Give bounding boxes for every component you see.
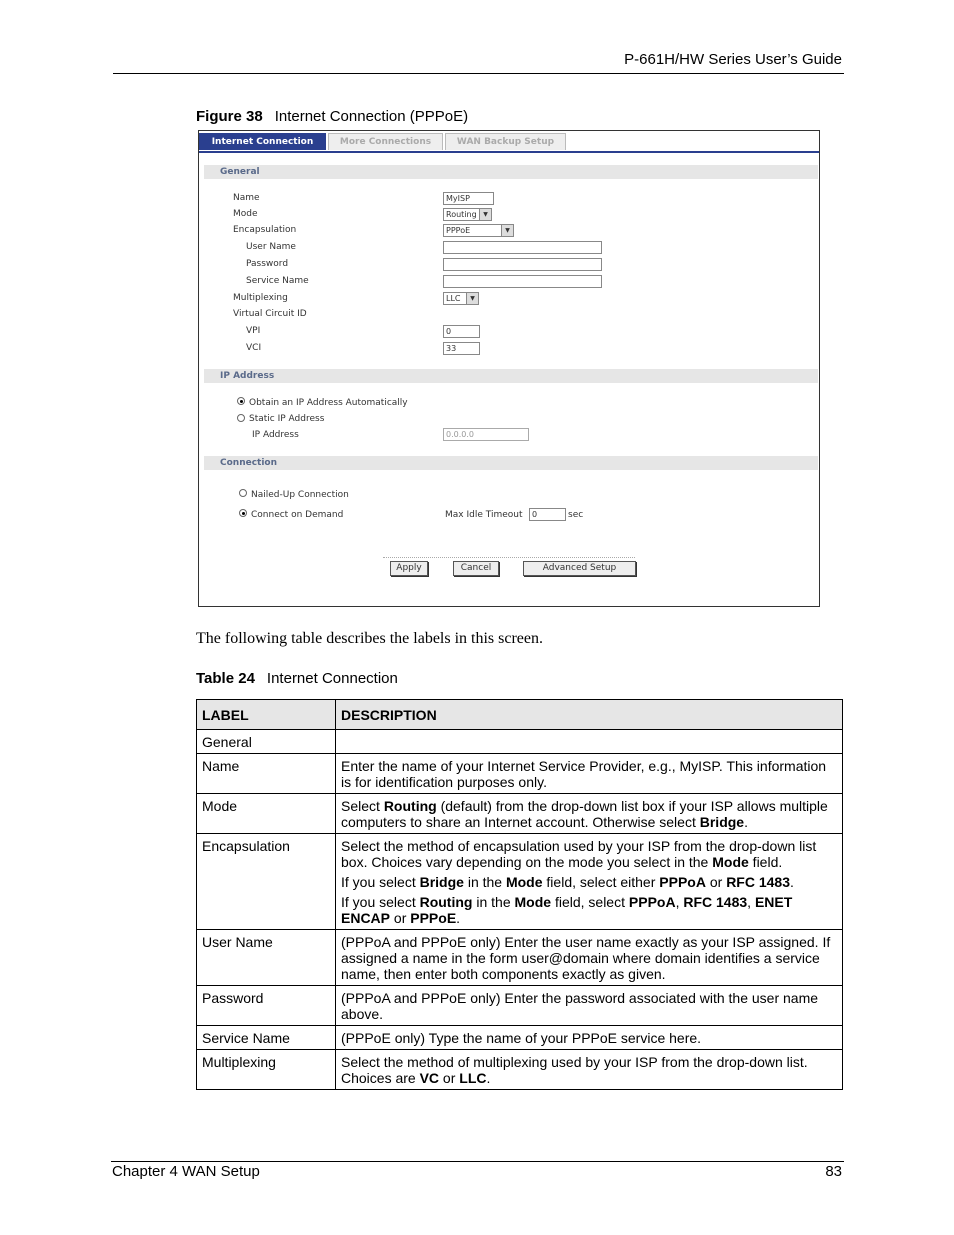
row-label: User Name (197, 930, 336, 986)
static-ip-radio[interactable] (237, 414, 245, 422)
figure-label: Figure 38 (196, 108, 263, 125)
encapsulation-value: PPPoE (446, 226, 471, 235)
multiplexing-select[interactable] (443, 292, 479, 305)
mode-value: Routing (446, 210, 477, 219)
page-number: 83 (825, 1163, 842, 1180)
password-input[interactable] (443, 258, 602, 271)
vpi-input[interactable]: 0 (443, 325, 480, 338)
multiplexing-label: Multiplexing (233, 293, 288, 303)
row-description (336, 754, 843, 794)
row-description (336, 794, 843, 834)
ip-address-label: IP Address (252, 430, 299, 440)
table-row (197, 1050, 843, 1090)
tab-more-connections[interactable]: More Connections (328, 133, 443, 150)
row-label: Name (197, 754, 336, 794)
column-header-description: DESCRIPTION (336, 700, 843, 730)
row-description (336, 1026, 843, 1050)
static-ip-label: Static IP Address (249, 414, 325, 424)
user-name-label: User Name (246, 242, 296, 252)
row-label: Service Name (197, 1026, 336, 1050)
screenshot-panel (198, 130, 820, 607)
user-name-input[interactable] (443, 241, 602, 254)
figure-caption (196, 108, 468, 125)
section-connection: Connection (204, 456, 818, 470)
service-name-label: Service Name (246, 276, 309, 286)
row-description (336, 730, 843, 754)
divider (383, 557, 635, 558)
service-name-input[interactable] (443, 275, 602, 288)
table-title: Internet Connection (266, 670, 398, 687)
figure-title: Internet Connection (PPPoE) (274, 108, 469, 125)
row-label: General (197, 730, 336, 754)
guide-title: P-661H/HW Series User’s Guide (624, 51, 842, 68)
connect-on-demand-label: Connect on Demand (251, 510, 344, 520)
row-label: Encapsulation (197, 834, 336, 930)
table-row (197, 930, 843, 986)
label-description-table (196, 699, 843, 1090)
mode-label: Mode (233, 209, 258, 219)
row-description (336, 986, 843, 1026)
table-row (197, 834, 843, 930)
cancel-button[interactable]: Cancel (453, 561, 499, 576)
description-paragraph: Select the method of encapsulation used by your ISP from the drop-down list box. Choices vary depending on the mode you select in the Mode field. (341, 838, 817, 870)
tab-internet-connection[interactable]: Internet Connection (199, 133, 326, 150)
obtain-ip-auto-radio[interactable] (237, 397, 245, 405)
row-description (336, 930, 843, 986)
table-row (197, 730, 843, 754)
vci-input[interactable]: 33 (443, 342, 480, 355)
description-paragraph: (PPPoA and PPPoE only) Enter the user name exactly as your ISP assigned. If assigned a name in the form user@domain where domain identifies a service name, then enter both components exactly as given. (341, 934, 831, 982)
table-row (197, 1026, 843, 1050)
row-description (336, 834, 843, 930)
table-header-row (197, 700, 843, 730)
encapsulation-select[interactable] (443, 224, 514, 237)
description-paragraph: If you select Bridge in the Mode field, select either PPPoA or RFC 1483. (341, 874, 794, 890)
name-label: Name (233, 193, 260, 203)
tab-wan-backup-setup[interactable]: WAN Backup Setup (445, 133, 566, 150)
idle-unit-label: sec (568, 510, 584, 520)
section-ip-address: IP Address (204, 369, 818, 383)
password-label: Password (246, 259, 289, 269)
description-paragraph: (PPPoA and PPPoE only) Enter the password associated with the user name above. (341, 990, 819, 1022)
intro-text: The following table describes the labels in this screen. (196, 630, 544, 647)
table-row (197, 754, 843, 794)
section-general: General (204, 165, 818, 179)
table-row (197, 794, 843, 834)
obtain-ip-auto-label: Obtain an IP Address Automatically (249, 398, 408, 408)
description-paragraph: (PPPoE only) Type the name of your PPPoE service here. (341, 1030, 702, 1046)
max-idle-timeout-input[interactable]: 0 (529, 508, 566, 521)
vpi-label: VPI (246, 326, 261, 336)
advanced-setup-button[interactable]: Advanced Setup (523, 561, 636, 576)
footer-chapter: Chapter 4 WAN Setup (112, 1163, 260, 1180)
chevron-down-icon: ▼ (466, 293, 478, 304)
chevron-down-icon: ▼ (479, 209, 491, 220)
encapsulation-label: Encapsulation (233, 225, 297, 235)
row-label: Password (197, 986, 336, 1026)
tab-bar (199, 131, 819, 153)
virtual-circuit-id-label: Virtual Circuit ID (233, 309, 307, 319)
row-label: Mode (197, 794, 336, 834)
footer-rule (111, 1161, 844, 1162)
connect-on-demand-radio[interactable] (239, 509, 247, 517)
table-label: Table 24 (196, 670, 255, 687)
mode-select[interactable] (443, 208, 492, 221)
ip-address-input[interactable]: 0.0.0.0 (443, 428, 529, 441)
column-header-label: LABEL (197, 700, 336, 730)
max-idle-timeout-label: Max Idle Timeout (445, 510, 523, 520)
row-label: Multiplexing (197, 1050, 336, 1090)
description-paragraph: Select Routing (default) from the drop-down list box if your ISP allows multiple computers to share an Internet account. Otherwise select Bridge. (341, 798, 828, 830)
multiplexing-value: LLC (446, 294, 461, 303)
table-row (197, 986, 843, 1026)
table-caption (196, 670, 398, 687)
nailed-up-label: Nailed-Up Connection (251, 490, 349, 500)
nailed-up-radio[interactable] (239, 489, 247, 497)
apply-button[interactable]: Apply (390, 561, 428, 576)
chevron-down-icon: ▼ (501, 225, 513, 236)
description-paragraph: If you select Routing in the Mode field, select PPPoA, RFC 1483, ENET ENCAP or PPPoE. (341, 894, 793, 926)
description-paragraph: Select the method of multiplexing used by your ISP from the drop-down list. Choices are VC or LLC. (341, 1054, 808, 1086)
name-input[interactable]: MyISP (443, 192, 494, 205)
vci-label: VCI (246, 343, 262, 353)
table-body (197, 730, 843, 1090)
description-paragraph: Enter the name of your Internet Service Provider, e.g., MyISP. This information is for identification purposes only. (341, 758, 827, 790)
row-description (336, 1050, 843, 1090)
header-rule (113, 73, 844, 74)
